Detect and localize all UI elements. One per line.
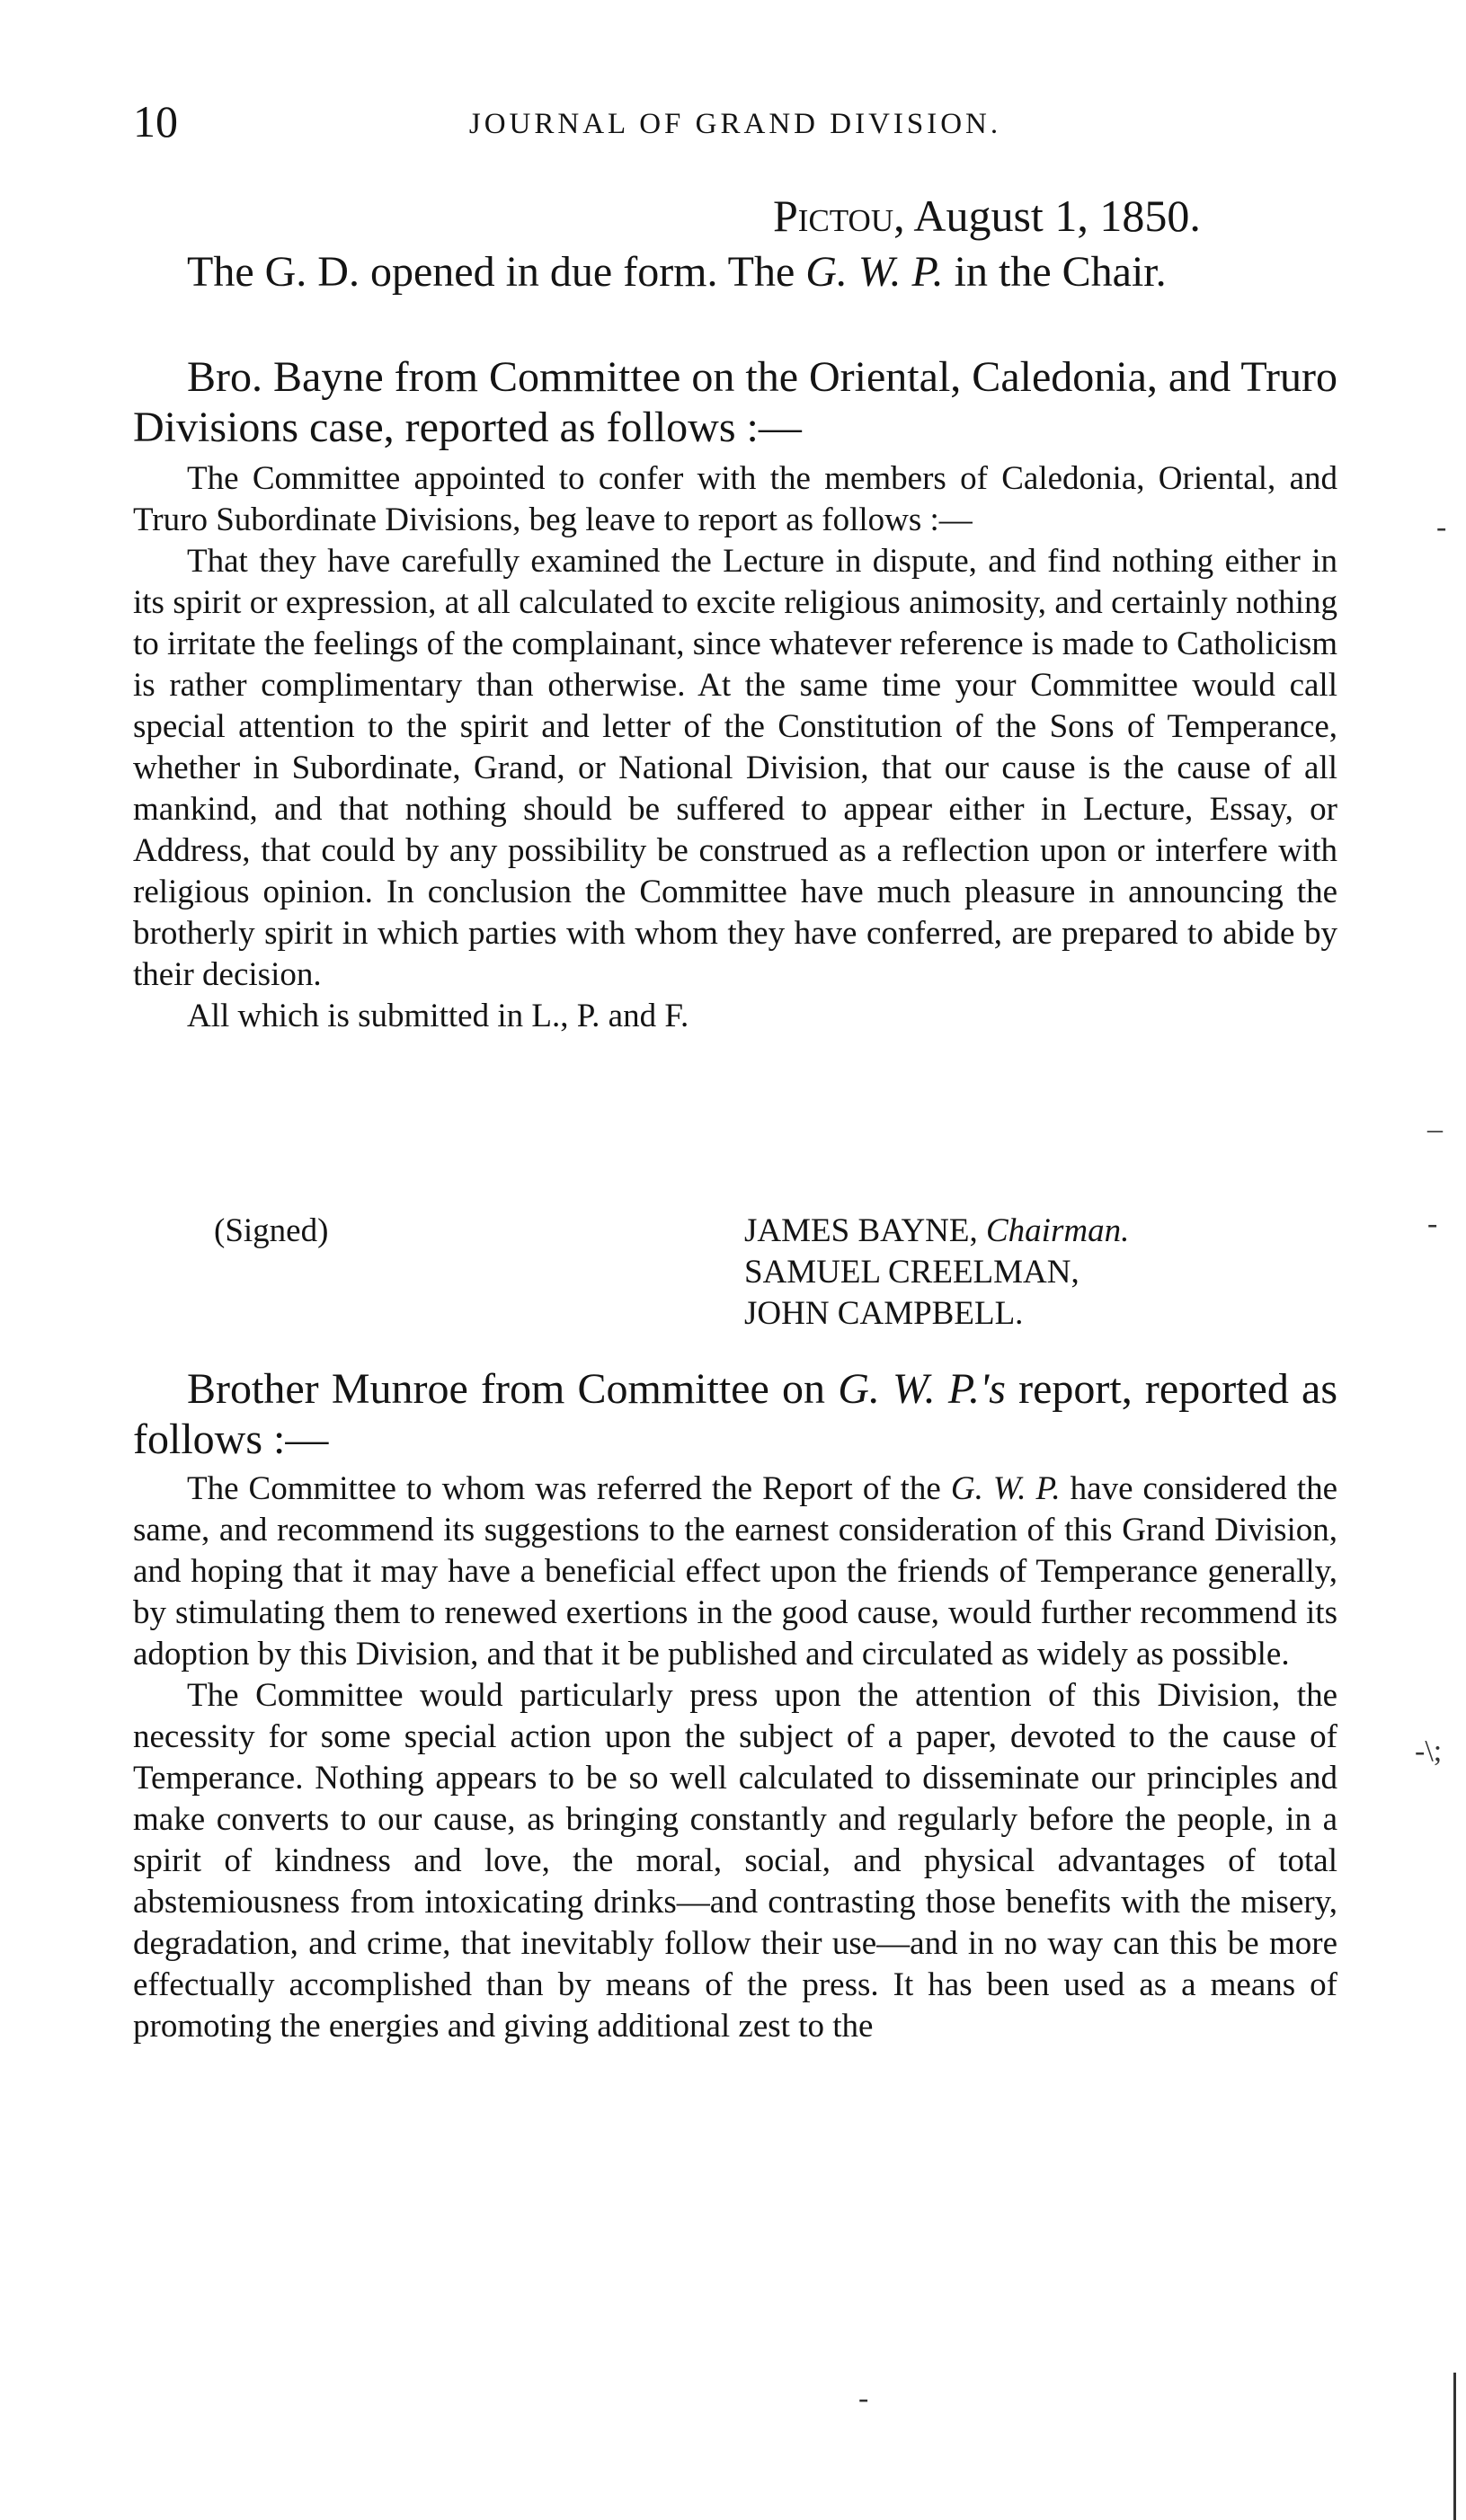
signer-name: JAMES BAYNE,: [744, 1212, 978, 1249]
dateline-place: Pictou,: [773, 191, 905, 241]
motion-munroe-text-before: Brother Munroe from Committee on: [187, 1365, 839, 1413]
page-header: [133, 90, 1337, 153]
report-one-para-3: All which is submitted in L., P. and F.: [187, 998, 689, 1034]
opening-officer: G. W. P.: [805, 248, 944, 296]
signature-block: [133, 1211, 1337, 1354]
motion-munroe-text-after: report, reported as follows :—: [133, 1365, 1337, 1463]
signer: [744, 1293, 1023, 1335]
report-one: [133, 458, 1337, 1037]
motion-bayne: [133, 352, 1337, 453]
margin-mark: –: [1427, 1113, 1443, 1146]
signer-title: Chairman.: [986, 1212, 1130, 1249]
signer-name: JOHN CAMPBELL.: [744, 1295, 1024, 1332]
page-number: 10: [133, 96, 178, 146]
motion-munroe-officer: G. W. P.'s: [838, 1365, 1006, 1413]
signer-name: SAMUEL CREELMAN,: [744, 1254, 1080, 1291]
report-two-para-1-before: The Committee to whom was referred the Report of the: [187, 1470, 951, 1507]
report-two: [133, 1469, 1337, 2047]
report-two-officer: G. W. P.: [950, 1470, 1061, 1507]
motion-bayne-text: Bro. Bayne from Committee on the Oriental, Caledonia, and Truro Divisions case, reported as follows :—: [133, 353, 1337, 451]
report-one-para-2: That they have carefully examined the Lecture in dispute, and find nothing either in its spirit or expression, at all calculated to excite religious animosity, and certainly nothing to irritate the feelings of the complainant, since whatever reference is made to Catholicism is rather complimentary than otherwise. At the same time your Committee would call special attention to the spirit and letter of the Constitution of the Sons of Temperance, whether in Subordinate, Grand, or National Division, that our cause is the cause of all mankind, and that nothing should be suffered to appear either in Lecture, Essay, or Address, that could by any possibility be construed as a reflection upon or interfere with religious opinion. In conclusion the Committee have much pleasure in announcing the brotherly spirit in which parties with whom they have conferred, are prepared to abide by their decision.: [133, 543, 1337, 993]
dateline-date: August 1, 1850.: [913, 191, 1201, 241]
motion-munroe: [133, 1364, 1337, 1465]
dateline: [773, 184, 1201, 247]
report-one-para-1: The Committee appointed to confer with the members of Caledonia, Oriental, and Truro Subordinate Divisions, beg leave to report as follows :—: [133, 460, 1337, 538]
opening-text-before: The G. D. opened in due form. The: [187, 248, 806, 296]
running-head: JOURNAL OF GRAND DIVISION.: [468, 108, 1002, 140]
margin-mark: -: [1427, 1207, 1438, 1240]
signer: [744, 1211, 1129, 1252]
signed-label: (Signed): [214, 1212, 329, 1249]
report-two-para-2: The Committee would particularly press upon the attention of this Division, the necessity for some special action upon the subject of a paper, devoted to the cause of Temperance. Nothing appears to be so well calculated to disseminate our principles and make converts to our cause, as bringing constantly and regularly before the people, in a spirit of kindness and love, the moral, social, and physical advantages of total abstemiousness from intoxicating drinks—and contrasting those benefits with the misery, degradation, and crime, that inevitably follow their use—and in no way can this be more effectually accomplished than by means of the press. It has been used as a means of promoting the energies and giving additional zest to the: [133, 1677, 1337, 2045]
opening-paragraph: [133, 247, 1337, 297]
edge-rule: [1453, 2373, 1456, 2520]
margin-mark: -: [1436, 510, 1447, 544]
margin-mark: -: [858, 2382, 869, 2415]
report-two-para-1-after: have considered the same, and recommend its suggestions to the earnest consideration of this Grand Division, and hoping that it may have a beneficial effect upon the friends of Temperance generally, by stimulating them to renewed exertions in the good cause, would further recommend its adoption by this Division, and that it be published and circulated as widely as possible.: [133, 1470, 1337, 1673]
margin-mark: -\;: [1415, 1735, 1443, 1768]
opening-text-after: in the Chair.: [943, 248, 1167, 296]
signer: [744, 1252, 1080, 1293]
